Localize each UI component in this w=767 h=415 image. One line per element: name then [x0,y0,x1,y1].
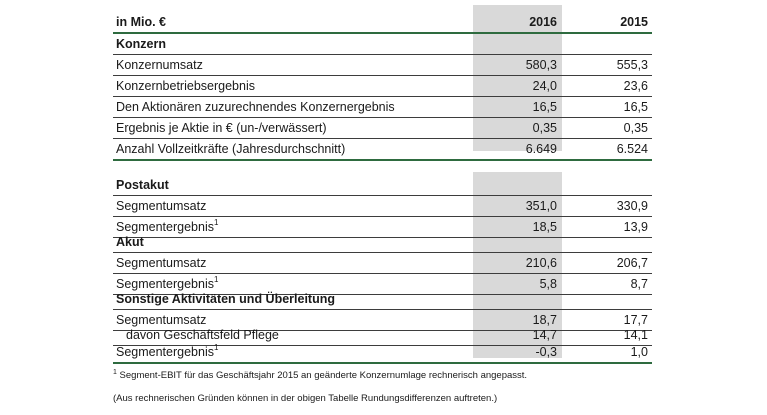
table-row: Konzernbetriebsergebnis 24,0 23,6 [113,76,652,97]
table-row: Konzernumsatz 580,3 555,3 [113,55,652,76]
table-row: Den Aktionären zuzurechnendes Konzernergebnis 16,5 16,5 [113,97,652,118]
year-prior: 2015 [620,15,648,29]
table-row: Ergebnis je Aktie in € (un-/verwässert) 0,35 0,35 [113,118,652,139]
year-current: 2016 [529,15,557,29]
table-row: davon Geschäftsfeld Pflege 14,7 14,1 [113,325,652,346]
table-row: Anzahl Vollzeitkräfte (Jahresdurchschnitt) 6.649 6.524 [113,139,652,161]
footnote-marker: 1 [113,369,117,376]
table-row: Segmentergebnis$^1$ 18,5 13,9 [113,217,652,238]
table-header [113,12,652,34]
footnote-marker: 1 [213,218,219,227]
section-heading: Postakut [113,175,652,196]
table-row: Segmentergebnis$^1$ -0,3 1,0 [113,342,652,364]
footnote: $^1$ Segment-EBIT für das Geschäftsjahr 2015 an geänderte Konzernumlage rechnerisch angepasst. [113,369,528,381]
table-row: Segmentumsatz 210,6 206,7 [113,253,652,274]
table-row: Segmentumsatz 18,7 17,7 [113,310,652,331]
table-row: Segmentergebnis$^1$ 5,8 8,7 [113,274,652,295]
section-heading: Sonstige Aktivitäten und Überleitung [113,289,652,310]
unit-label: in Mio. € [116,15,166,29]
section-heading: Konzern [113,34,652,55]
table-row: Segmentumsatz 351,0 330,9 [113,196,652,217]
section-heading: Akut [113,232,652,253]
footnote-marker: 1 [213,343,219,352]
footnote-marker: 1 [213,275,219,284]
rounding-note: (Aus rechnerischen Gründen können in der obigen Tabelle Rundungsdifferenzen auftreten.) [113,393,498,404]
